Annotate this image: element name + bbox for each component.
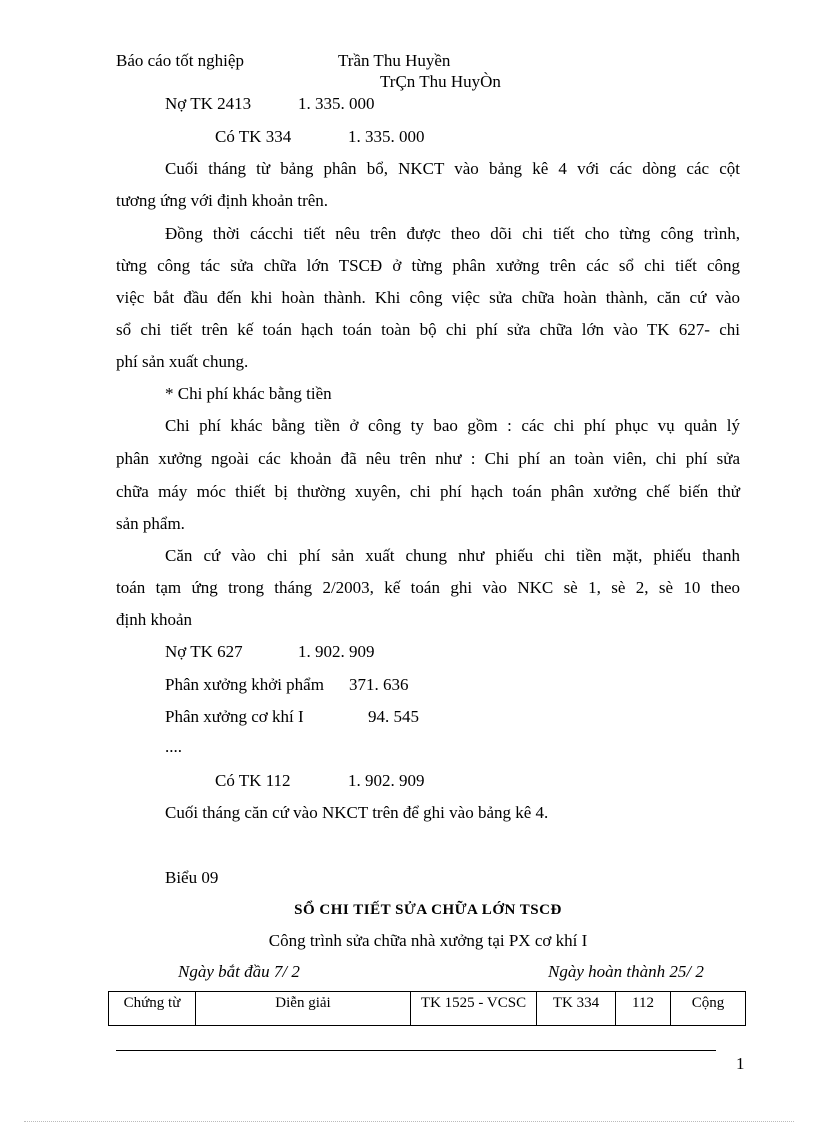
paragraph-2-line-5: phí sản xuất chung. (116, 352, 249, 371)
col-tk-1525: TK 1525 - VCSC (411, 992, 537, 1026)
entry2-debit-amount: 1. 902. 909 (298, 642, 375, 661)
paragraph-2-line-2: từng công tác sửa chữa lớn TSCĐ ở từng phân xưởng trên các sổ chi tiết công (116, 256, 740, 275)
footer-rule (116, 1050, 716, 1051)
paragraph-3-line-1: Chi phí khác bằng tiền ở công ty bao gồm : các chi phí phục vụ quản lý (165, 416, 740, 435)
form-title: SỔ CHI TIẾT SỬA CHỮA LỚN TSCĐ (294, 902, 562, 918)
paragraph-4-line-1: Căn cứ vào chi phí sản xuất chung như phiếu chi tiền mặt, phiếu thanh (165, 546, 740, 565)
paragraph-3-line-3: chữa máy móc thiết bị thường xuyên, chi phí hạch toán phân xưởng chế biến thử (116, 482, 740, 501)
paragraph-3-line-4: sản phẩm. (116, 514, 185, 533)
entry2-line2-amount: 94. 545 (368, 707, 419, 726)
entry2-credit: Có TK 112 (215, 771, 291, 790)
paragraph-2-line-4: sổ chi tiết trên kế toán hạch toán toàn bộ chi phí sửa chữa lớn vào TK 627- chi (116, 320, 740, 339)
entry2-credit-amount: 1. 902. 909 (348, 771, 425, 790)
col-tk-334: TK 334 (537, 992, 616, 1026)
paragraph-4-line-2: toán tạm ứng trong tháng 2/2003, kế toán ghi vào NKC sè 1, sè 2, sè 10 theo (116, 578, 740, 597)
form-subtitle: Công trình sửa chữa nhà xưởng tại PX cơ khí I (268, 931, 588, 950)
page-bottom-edge (24, 1121, 794, 1122)
entry2-debit: Nợ TK 627 (165, 642, 243, 661)
header-author-garbled: TrÇn Thu HuyÒn (380, 72, 501, 91)
form-start-date: Ngày bắt đầu 7/ 2 (178, 962, 300, 981)
repair-detail-table (108, 991, 746, 1026)
entry1-credit: Có TK 334 (215, 127, 292, 146)
entry1-debit: Nợ TK 2413 (165, 94, 252, 113)
header-author: Trần Thu Huyền (338, 51, 451, 70)
paragraph-3-line-2: phân xưởng ngoài các khoản đã nêu trên như : Chi phí an toàn viên, chi phí sửa (116, 449, 740, 468)
paragraph-5: Cuối tháng căn cứ vào NKCT trên để ghi vào bảng kê 4. (165, 803, 549, 822)
entry1-credit-amount: 1. 335. 000 (348, 127, 425, 146)
entry2-line2-label: Phân xưởng cơ khí I (165, 707, 304, 726)
col-112: 112 (616, 992, 671, 1026)
paragraph-2-line-3: việc bắt đầu đến khi hoàn thành. Khi công việc sửa chữa hoàn thành, căn cứ vào (116, 288, 740, 307)
paragraph-1-line-2: tương ứng với định khoản trên. (116, 191, 329, 210)
entry2-ellipsis: .... (165, 737, 182, 756)
form-end-date: Ngày hoàn thành 25/ 2 (548, 962, 704, 981)
page-number: 1 (736, 1054, 745, 1073)
paragraph-4-line-3: định khoản (116, 610, 193, 629)
entry2-line1-amount: 371. 636 (349, 675, 409, 694)
paragraph-1-line-1: Cuối tháng từ bảng phân bổ, NKCT vào bảng kê 4 với các dòng các cột (165, 159, 740, 178)
header-report-title: Báo cáo tốt nghiệp (116, 51, 244, 70)
form-label: Biểu 09 (165, 868, 219, 887)
table-header-row (109, 992, 746, 1026)
col-total: Cộng (671, 992, 746, 1026)
entry2-line1-label: Phân xưởng khởi phẩm (165, 675, 324, 694)
section-heading: * Chi phí khác bằng tiền (165, 384, 332, 403)
entry1-debit-amount: 1. 335. 000 (298, 94, 375, 113)
col-description: Diễn giải (196, 992, 411, 1026)
col-voucher: Chứng từ (109, 992, 196, 1026)
paragraph-2-line-1: Đồng thời cácchi tiết nêu trên được theo dõi chi tiết cho từng công trình, (165, 224, 740, 243)
